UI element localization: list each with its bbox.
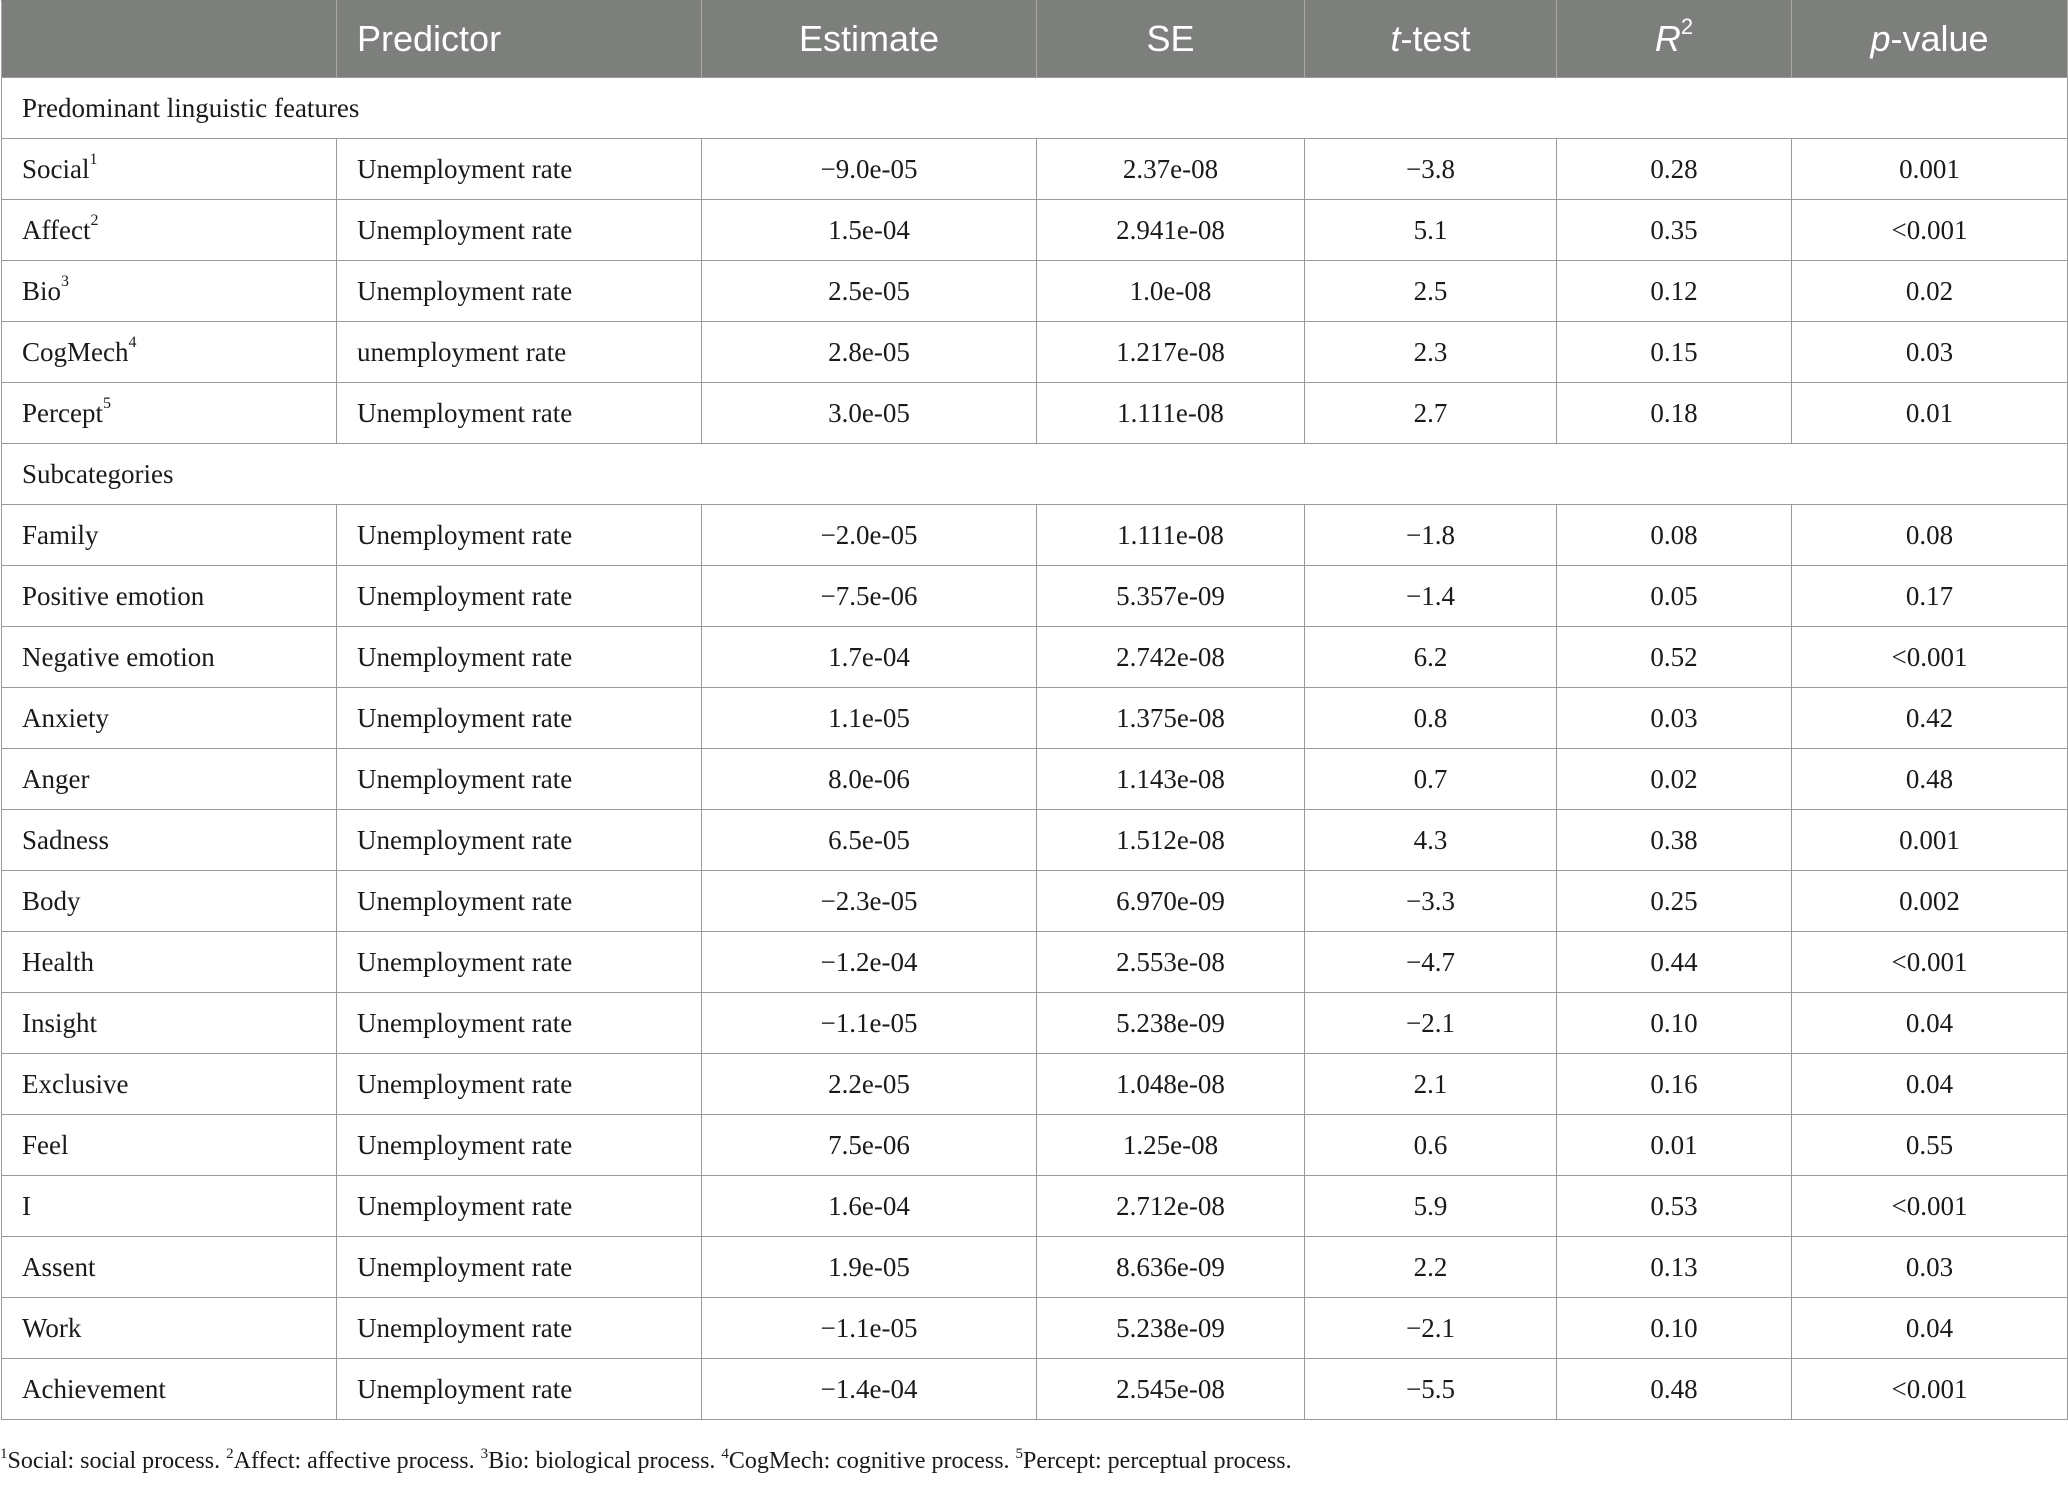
table-row xyxy=(2,1359,2068,1420)
header-r2-italic: R xyxy=(1654,18,1681,59)
table-row xyxy=(2,566,2068,627)
table-row xyxy=(2,688,2068,749)
p-cell: 0.42 xyxy=(1792,688,2068,749)
se-cell: 1.0e-08 xyxy=(1037,261,1305,322)
se-cell: 1.217e-08 xyxy=(1037,322,1305,383)
table-row xyxy=(2,1054,2068,1115)
se-cell: 1.375e-08 xyxy=(1037,688,1305,749)
estimate-cell: 6.5e-05 xyxy=(702,810,1037,871)
t-cell: −5.5 xyxy=(1305,1359,1557,1420)
feature-cell xyxy=(2,1298,337,1359)
predictor-cell: Unemployment rate xyxy=(337,993,702,1054)
predictor-cell: Unemployment rate xyxy=(337,1237,702,1298)
t-cell: −2.1 xyxy=(1305,1298,1557,1359)
r2-cell: 0.02 xyxy=(1557,749,1792,810)
estimate-cell: −1.1e-05 xyxy=(702,1298,1037,1359)
se-cell: 1.512e-08 xyxy=(1037,810,1305,871)
feature-label: Negative emotion xyxy=(22,641,215,672)
se-cell: 2.37e-08 xyxy=(1037,139,1305,200)
r2-cell: 0.28 xyxy=(1557,139,1792,200)
feature-cell xyxy=(2,261,337,322)
table-row xyxy=(2,1176,2068,1237)
table-row xyxy=(2,383,2068,444)
se-cell: 1.111e-08 xyxy=(1037,505,1305,566)
t-cell: 2.1 xyxy=(1305,1054,1557,1115)
t-cell: 0.8 xyxy=(1305,688,1557,749)
r2-cell: 0.53 xyxy=(1557,1176,1792,1237)
t-cell: −3.3 xyxy=(1305,871,1557,932)
feature-footnote-marker: 4 xyxy=(128,333,137,351)
se-cell: 5.238e-09 xyxy=(1037,1298,1305,1359)
predictor-cell: Unemployment rate xyxy=(337,1298,702,1359)
table-header-row xyxy=(2,1,2068,78)
t-cell: 0.6 xyxy=(1305,1115,1557,1176)
footnote-text: CogMech: cognitive process. xyxy=(728,1448,1016,1474)
table-row xyxy=(2,139,2068,200)
t-cell: 5.1 xyxy=(1305,200,1557,261)
footnote-marker: 1 xyxy=(0,1446,8,1462)
t-cell: −1.8 xyxy=(1305,505,1557,566)
estimate-cell: −1.1e-05 xyxy=(702,993,1037,1054)
feature-label: Anxiety xyxy=(22,702,109,733)
predictor-cell: Unemployment rate xyxy=(337,810,702,871)
r2-cell: 0.12 xyxy=(1557,261,1792,322)
r2-cell: 0.44 xyxy=(1557,932,1792,993)
predictor-cell: Unemployment rate xyxy=(337,505,702,566)
estimate-cell: 2.8e-05 xyxy=(702,322,1037,383)
footnote-text: Bio: biological process. xyxy=(488,1448,722,1474)
section-header-row xyxy=(2,78,2068,139)
estimate-cell: 1.6e-04 xyxy=(702,1176,1037,1237)
table-row xyxy=(2,505,2068,566)
t-cell: 5.9 xyxy=(1305,1176,1557,1237)
feature-cell xyxy=(2,688,337,749)
estimate-cell: −1.2e-04 xyxy=(702,932,1037,993)
r2-cell: 0.10 xyxy=(1557,1298,1792,1359)
header-estimate: Estimate xyxy=(702,1,1037,78)
estimate-cell: −1.4e-04 xyxy=(702,1359,1037,1420)
header-pvalue-rest: -value xyxy=(1890,18,1989,59)
se-cell: 8.636e-09 xyxy=(1037,1237,1305,1298)
predictor-cell: Unemployment rate xyxy=(337,627,702,688)
r2-cell: 0.25 xyxy=(1557,871,1792,932)
feature-cell xyxy=(2,1115,337,1176)
r2-cell: 0.10 xyxy=(1557,993,1792,1054)
estimate-cell: 8.0e-06 xyxy=(702,749,1037,810)
table-row xyxy=(2,993,2068,1054)
p-cell: <0.001 xyxy=(1792,932,2068,993)
p-cell: 0.01 xyxy=(1792,383,2068,444)
feature-label: Anger xyxy=(22,763,90,794)
r2-cell: 0.35 xyxy=(1557,200,1792,261)
feature-label: Body xyxy=(22,885,81,916)
se-cell: 1.25e-08 xyxy=(1037,1115,1305,1176)
predictor-cell: Unemployment rate xyxy=(337,261,702,322)
feature-cell xyxy=(2,505,337,566)
feature-label: Insight xyxy=(22,1007,98,1038)
p-cell: 0.001 xyxy=(1792,810,2068,871)
p-cell: 0.001 xyxy=(1792,139,2068,200)
p-cell: 0.08 xyxy=(1792,505,2068,566)
estimate-cell: 2.2e-05 xyxy=(702,1054,1037,1115)
table-row xyxy=(2,1237,2068,1298)
section-header-row xyxy=(2,444,2068,505)
r2-cell: 0.05 xyxy=(1557,566,1792,627)
se-cell: 2.553e-08 xyxy=(1037,932,1305,993)
se-cell: 5.238e-09 xyxy=(1037,993,1305,1054)
footnote-text: Affect: affective process. xyxy=(233,1448,481,1474)
table-row xyxy=(2,1298,2068,1359)
header-r2-sup: 2 xyxy=(1680,14,1694,39)
estimate-cell: 2.5e-05 xyxy=(702,261,1037,322)
section-title: Subcategories xyxy=(2,444,2068,505)
predictor-cell: Unemployment rate xyxy=(337,139,702,200)
table-row xyxy=(2,200,2068,261)
r2-cell: 0.48 xyxy=(1557,1359,1792,1420)
feature-label: Affect xyxy=(22,214,91,245)
estimate-cell: 1.5e-04 xyxy=(702,200,1037,261)
predictor-cell: Unemployment rate xyxy=(337,688,702,749)
r2-cell: 0.15 xyxy=(1557,322,1792,383)
feature-cell xyxy=(2,749,337,810)
feature-label: CogMech xyxy=(22,336,129,367)
estimate-cell: 1.7e-04 xyxy=(702,627,1037,688)
feature-label: Feel xyxy=(22,1129,69,1160)
t-cell: 6.2 xyxy=(1305,627,1557,688)
feature-cell xyxy=(2,139,337,200)
se-cell: 2.545e-08 xyxy=(1037,1359,1305,1420)
header-pvalue xyxy=(1792,1,2068,78)
p-cell: 0.55 xyxy=(1792,1115,2068,1176)
feature-cell xyxy=(2,322,337,383)
r2-cell: 0.18 xyxy=(1557,383,1792,444)
feature-cell xyxy=(2,1237,337,1298)
feature-cell xyxy=(2,200,337,261)
predictor-cell: Unemployment rate xyxy=(337,383,702,444)
t-cell: −1.4 xyxy=(1305,566,1557,627)
predictor-cell: unemployment rate xyxy=(337,322,702,383)
header-ttest-rest: -test xyxy=(1400,18,1471,59)
table-row xyxy=(2,261,2068,322)
section-title: Predominant linguistic features xyxy=(2,78,2068,139)
feature-label: Percept xyxy=(22,397,103,428)
t-cell: 2.2 xyxy=(1305,1237,1557,1298)
feature-label: Work xyxy=(22,1312,82,1343)
feature-cell xyxy=(2,383,337,444)
feature-footnote-marker: 5 xyxy=(102,394,111,412)
r2-cell: 0.52 xyxy=(1557,627,1792,688)
p-cell: 0.002 xyxy=(1792,871,2068,932)
r2-cell: 0.01 xyxy=(1557,1115,1792,1176)
t-cell: −4.7 xyxy=(1305,932,1557,993)
estimate-cell: −2.0e-05 xyxy=(702,505,1037,566)
estimate-cell: 3.0e-05 xyxy=(702,383,1037,444)
feature-cell xyxy=(2,871,337,932)
se-cell: 1.111e-08 xyxy=(1037,383,1305,444)
estimate-cell: −2.3e-05 xyxy=(702,871,1037,932)
header-ttest-italic: t xyxy=(1390,18,1401,59)
feature-cell xyxy=(2,627,337,688)
estimate-cell: −9.0e-05 xyxy=(702,139,1037,200)
se-cell: 5.357e-09 xyxy=(1037,566,1305,627)
t-cell: 0.7 xyxy=(1305,749,1557,810)
predictor-cell: Unemployment rate xyxy=(337,932,702,993)
predictor-cell: Unemployment rate xyxy=(337,1359,702,1420)
t-cell: 4.3 xyxy=(1305,810,1557,871)
p-cell: <0.001 xyxy=(1792,200,2068,261)
table-row xyxy=(2,871,2068,932)
footnote-text: Social: social process. xyxy=(7,1448,227,1474)
feature-label: Assent xyxy=(22,1251,96,1282)
se-cell: 2.712e-08 xyxy=(1037,1176,1305,1237)
footnote-text: Percept: perceptual process. xyxy=(1023,1448,1292,1474)
feature-cell xyxy=(2,932,337,993)
t-cell: 2.5 xyxy=(1305,261,1557,322)
predictor-cell: Unemployment rate xyxy=(337,1176,702,1237)
table-row xyxy=(2,932,2068,993)
feature-cell xyxy=(2,993,337,1054)
p-cell: 0.04 xyxy=(1792,1054,2068,1115)
table-body xyxy=(2,78,2068,1420)
regression-table xyxy=(1,0,2068,1420)
feature-label: Achievement xyxy=(22,1373,166,1404)
feature-cell xyxy=(2,1176,337,1237)
table-footnote xyxy=(0,1448,1292,1475)
table-row xyxy=(2,627,2068,688)
feature-label: Bio xyxy=(22,275,62,306)
se-cell: 6.970e-09 xyxy=(1037,871,1305,932)
estimate-cell: 1.1e-05 xyxy=(702,688,1037,749)
header-ttest xyxy=(1305,1,1557,78)
t-cell: −2.1 xyxy=(1305,993,1557,1054)
table-row xyxy=(2,1115,2068,1176)
p-cell: 0.04 xyxy=(1792,1298,2068,1359)
r2-cell: 0.03 xyxy=(1557,688,1792,749)
feature-label: Social xyxy=(22,153,90,184)
estimate-cell: −7.5e-06 xyxy=(702,566,1037,627)
feature-footnote-marker: 1 xyxy=(89,150,98,168)
predictor-cell: Unemployment rate xyxy=(337,871,702,932)
r2-cell: 0.08 xyxy=(1557,505,1792,566)
p-cell: <0.001 xyxy=(1792,1359,2068,1420)
p-cell: 0.17 xyxy=(1792,566,2068,627)
feature-footnote-marker: 2 xyxy=(90,211,99,229)
r2-cell: 0.16 xyxy=(1557,1054,1792,1115)
footnote-marker: 2 xyxy=(226,1446,234,1462)
header-pvalue-italic: p xyxy=(1870,18,1891,59)
predictor-cell: Unemployment rate xyxy=(337,1115,702,1176)
header-se: SE xyxy=(1037,1,1305,78)
footnote-marker: 3 xyxy=(480,1446,489,1462)
predictor-cell: Unemployment rate xyxy=(337,200,702,261)
predictor-cell: Unemployment rate xyxy=(337,1054,702,1115)
feature-footnote-marker: 3 xyxy=(61,272,70,290)
header-feature xyxy=(2,1,337,78)
feature-label: Exclusive xyxy=(22,1068,129,1099)
feature-label: Positive emotion xyxy=(22,580,205,611)
table-row xyxy=(2,749,2068,810)
estimate-cell: 7.5e-06 xyxy=(702,1115,1037,1176)
p-cell: 0.03 xyxy=(1792,322,2068,383)
t-cell: 2.3 xyxy=(1305,322,1557,383)
r2-cell: 0.13 xyxy=(1557,1237,1792,1298)
feature-cell xyxy=(2,1054,337,1115)
t-cell: 2.7 xyxy=(1305,383,1557,444)
p-cell: <0.001 xyxy=(1792,627,2068,688)
p-cell: 0.48 xyxy=(1792,749,2068,810)
p-cell: 0.04 xyxy=(1792,993,2068,1054)
footnote-marker: 4 xyxy=(721,1446,729,1462)
footnote-marker: 5 xyxy=(1015,1446,1024,1462)
predictor-cell: Unemployment rate xyxy=(337,749,702,810)
se-cell: 2.742e-08 xyxy=(1037,627,1305,688)
p-cell: <0.001 xyxy=(1792,1176,2068,1237)
feature-label: Family xyxy=(22,519,99,550)
feature-cell xyxy=(2,566,337,627)
se-cell: 1.048e-08 xyxy=(1037,1054,1305,1115)
feature-cell xyxy=(2,810,337,871)
r2-cell: 0.38 xyxy=(1557,810,1792,871)
se-cell: 2.941e-08 xyxy=(1037,200,1305,261)
se-cell: 1.143e-08 xyxy=(1037,749,1305,810)
predictor-cell: Unemployment rate xyxy=(337,566,702,627)
feature-label: I xyxy=(22,1190,31,1221)
feature-label: Sadness xyxy=(22,824,109,855)
table-row xyxy=(2,322,2068,383)
header-predictor: Predictor xyxy=(337,1,702,78)
p-cell: 0.03 xyxy=(1792,1237,2068,1298)
feature-label: Health xyxy=(22,946,94,977)
feature-cell xyxy=(2,1359,337,1420)
header-r2 xyxy=(1557,1,1792,78)
table-row xyxy=(2,810,2068,871)
estimate-cell: 1.9e-05 xyxy=(702,1237,1037,1298)
p-cell: 0.02 xyxy=(1792,261,2068,322)
t-cell: −3.8 xyxy=(1305,139,1557,200)
